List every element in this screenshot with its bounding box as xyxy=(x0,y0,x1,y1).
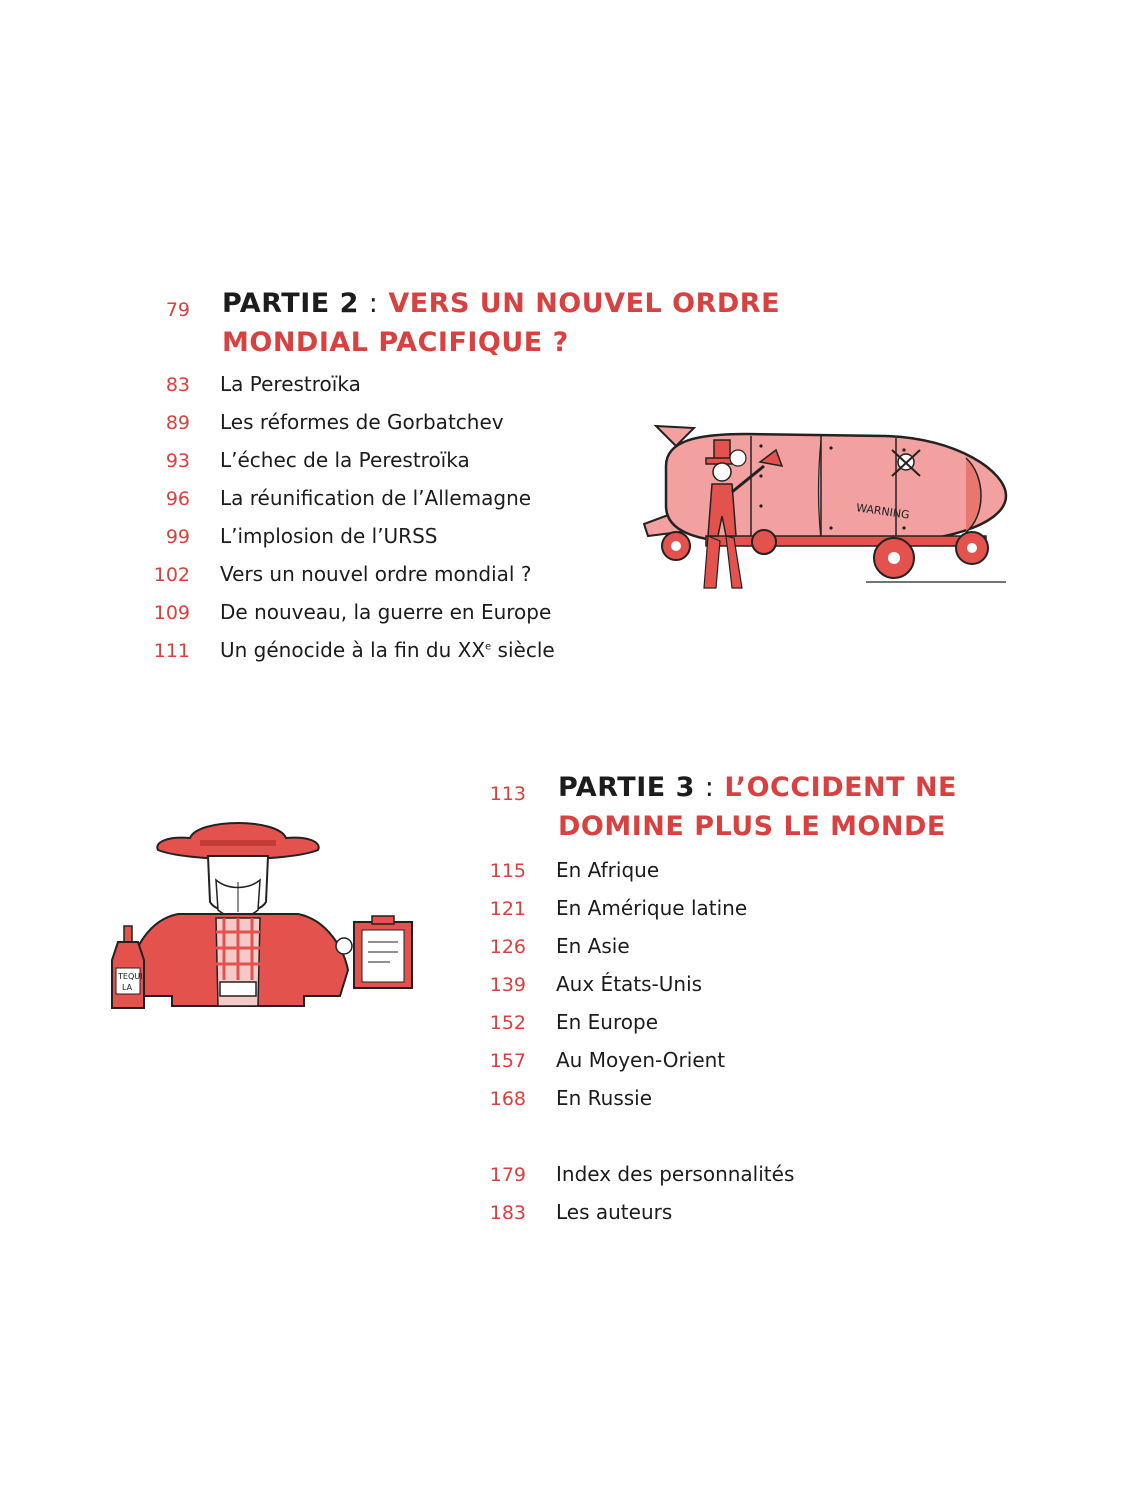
part-2-label: PARTIE 2 xyxy=(222,288,359,319)
clipboard-icon xyxy=(354,916,412,988)
toc-entry-page: 96 xyxy=(165,488,190,510)
toc-entry-page: 179 xyxy=(489,1164,526,1186)
toc-entry-title: Les réformes de Gorbatchev xyxy=(220,410,504,434)
toc-entry-title: Les auteurs xyxy=(556,1200,673,1224)
toc-entry-title: Aux États-Unis xyxy=(556,972,703,996)
toc-entry-title: En Afrique xyxy=(556,858,660,882)
part-2-page-number: 79 xyxy=(165,299,190,321)
toc-entry-page: 99 xyxy=(165,526,190,548)
bomb-warning-text: WARNING xyxy=(855,501,911,522)
bottle-label-line-1: TEQUI xyxy=(118,972,143,981)
toc-entry-title: Vers un nouvel ordre mondial ? xyxy=(220,562,532,586)
superscript-e: e xyxy=(485,641,492,653)
part-2-title xyxy=(222,284,780,362)
toc-entry-page: 126 xyxy=(489,936,526,958)
part-3-title-line-2: DOMINE PLUS LE MONDE xyxy=(558,811,946,842)
toc-entry-page: 109 xyxy=(153,602,190,624)
toc-entry-page: 83 xyxy=(165,374,190,396)
part-3-title xyxy=(558,768,957,846)
toc-entry-page: 115 xyxy=(489,860,526,882)
toc-entry-page: 183 xyxy=(489,1202,526,1224)
cowboy-illustration xyxy=(108,810,428,1020)
toc-entry-title: En Russie xyxy=(556,1086,653,1110)
part-3-section xyxy=(466,768,1106,1238)
toc-entry-title: De nouveau, la guerre en Europe xyxy=(220,600,552,624)
bottle-label-line-2: LA xyxy=(122,983,133,992)
toc-entry-page: 93 xyxy=(165,450,190,472)
part-2-title-line-1: VERS UN NOUVEL ORDRE xyxy=(388,288,781,319)
part-3-label: PARTIE 3 xyxy=(558,772,695,803)
tequila-bottle-icon xyxy=(112,926,144,1008)
toc-entry-page: 89 xyxy=(165,412,190,434)
part-3-page-number: 113 xyxy=(489,783,526,805)
toc-entry-page: 152 xyxy=(489,1012,526,1034)
toc-entry-title: La réunification de l’Allemagne xyxy=(220,486,532,510)
toc-entry-page: 139 xyxy=(489,974,526,996)
toc-entry-page: 111 xyxy=(153,640,190,662)
toc-entry-title: La Perestroïka xyxy=(220,372,361,396)
toc-entry-title: Un génocide à la fin du XXe siècle xyxy=(220,638,555,662)
toc-entry-title: L’échec de la Perestroïka xyxy=(220,448,470,472)
toc-entry-page: 168 xyxy=(489,1088,526,1110)
part-2-title-line-2: MONDIAL PACIFIQUE ? xyxy=(222,327,569,358)
toc-entry-title: En Europe xyxy=(556,1010,659,1034)
toc-entry-title: En Asie xyxy=(556,934,630,958)
toc-entry-page: 102 xyxy=(153,564,190,586)
part-3-separator: : xyxy=(704,772,715,803)
part-3-title-line-1: L’OCCIDENT NE xyxy=(724,772,958,803)
nuclear-bomb-illustration xyxy=(636,406,1016,596)
toc-entry-title: Index des personnalités xyxy=(556,1162,795,1186)
toc-entry-title: L’implosion de l’URSS xyxy=(220,524,438,548)
part-2-separator: : xyxy=(368,288,379,319)
toc-entry-page: 157 xyxy=(489,1050,526,1072)
toc-entry-title: En Amérique latine xyxy=(556,896,748,920)
toc-entry-page: 121 xyxy=(489,898,526,920)
toc-entry-title: Au Moyen-Orient xyxy=(556,1048,726,1072)
